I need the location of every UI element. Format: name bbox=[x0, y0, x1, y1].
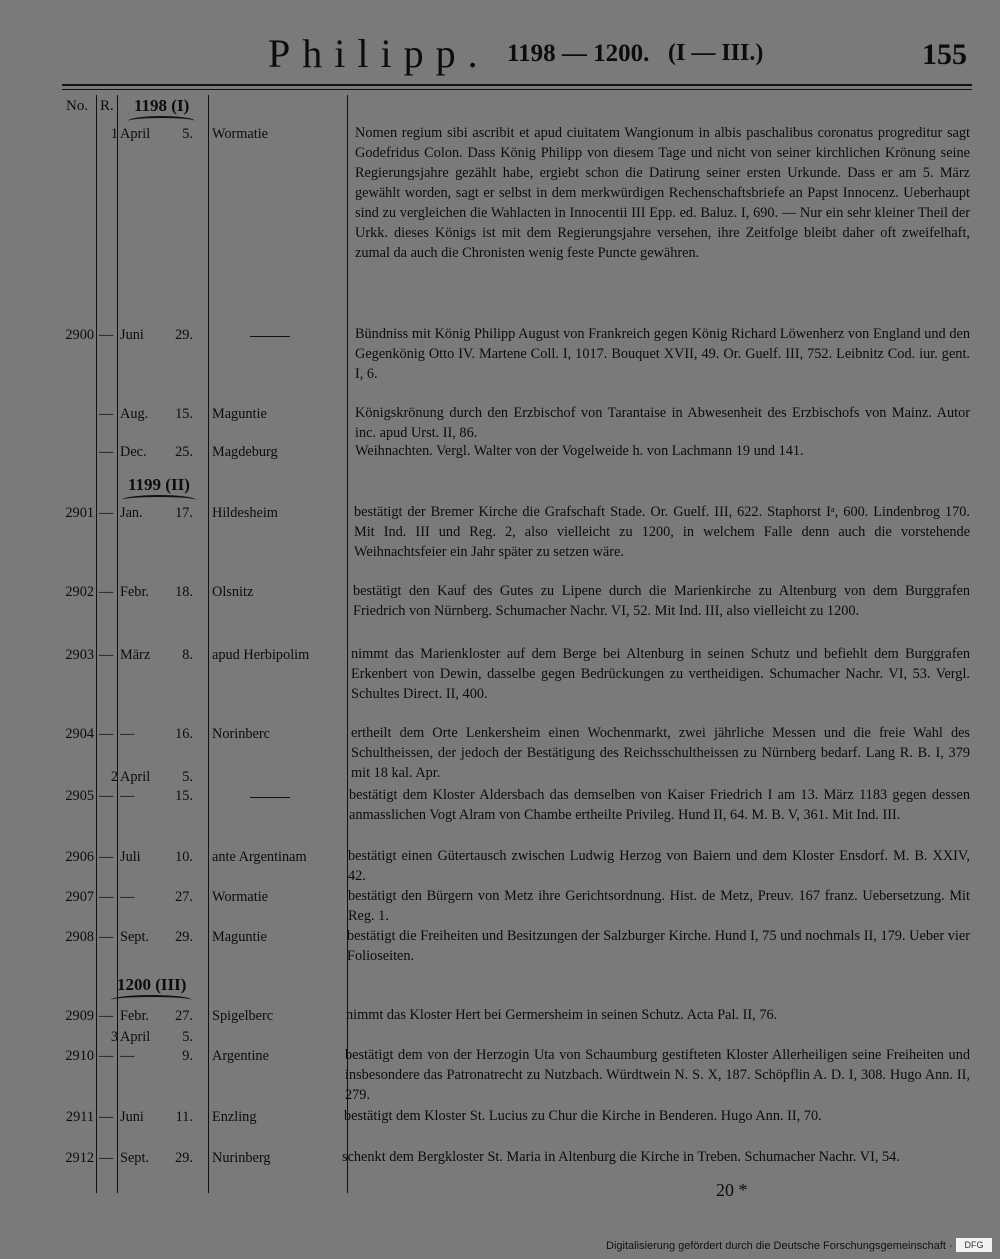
entry-number: 2901 bbox=[65, 505, 94, 521]
entry-text: schenkt dem Bergkloster St. Maria in Altenburg die Kirche in Treben. Schumacher Nachr. VI, 54. bbox=[342, 1149, 900, 1165]
regnal-year: — bbox=[99, 327, 114, 343]
entry-month: — bbox=[120, 889, 135, 905]
entry-month: — bbox=[120, 788, 135, 804]
entry-day: 16. bbox=[175, 726, 193, 742]
brace-decoration bbox=[111, 995, 192, 1005]
entry-number: 2910 bbox=[65, 1048, 94, 1064]
regnal-year: 1 bbox=[110, 126, 118, 142]
page-header bbox=[0, 20, 1000, 80]
column-header-r: R. bbox=[100, 98, 114, 114]
entry-month: — bbox=[120, 726, 135, 742]
entry-number: 2904 bbox=[65, 726, 94, 742]
entry-day: 8. bbox=[182, 647, 193, 663]
entry-text: bestätigt der Bremer Kirche die Grafschaft Stade. Or. Guelf. III, 622. Staphorst Iᵃ, 600. Lindenbrog 170. Mit Ind. III und Reg. 2, also vielleicht zu 1200, in welchem Falle denn auch die vorstehende Weihnachtsfeier ein Jahr später zu setzen wäre. bbox=[354, 504, 970, 560]
entry-number: 2902 bbox=[65, 584, 94, 600]
entry-month: Juli bbox=[120, 849, 141, 865]
entry-day: 27. bbox=[175, 889, 193, 905]
entry-text: Nomen regium sibi ascribit et apud ciuitatem Wangionum in albis paschalibus coronatus progreditur sagt Godefridus Colon. Dass König Philipp von diesem Tage und nicht von seiner kirchlichen Krönung seine Regierungsjahre gezählt habe, ergiebt schon die Datirung seiner ersten Urkunde. Dass er am 5. März gewählt worden, sagt er selbst in dem merkwürdigen Rechenschaftsbriefe an Papst Innocenz. Ueberhaupt sind zu vergleichen die Wahlacten in Innocentii III Epp. ed. Baluz. I, 690. — Nur ein sehr kleiner Theil der Urkk. dieses Königs ist mit dem Regierungsjahre versehen, ihre Zeitfolge bleibt daher oft zweifelhaft, zumal da auch die Chronisten wenig feste Puncte gewähren. bbox=[355, 125, 970, 261]
running-years: 1198 — 1200. bbox=[507, 40, 650, 67]
regnal-year: — bbox=[99, 584, 114, 600]
entry-day: 10. bbox=[175, 849, 193, 865]
entry-place: Maguntie bbox=[212, 929, 267, 945]
entry-text: nimmt das Marienkloster auf dem Berge bei Altenburg in seinen Schutz und befiehlt dem Burggrafen Erkenbert von Dewin, dasselbe gegen Bedrückungen zu vertheidigen. Schumacher Nachr. VI, 53. Vergl. Schultes Direct. II, 400. bbox=[351, 646, 970, 702]
column-divider-place bbox=[347, 95, 348, 1193]
digitization-note: Digitalisierung gefördert durch die Deutsche Forschungsgemeinschaft · bbox=[606, 1240, 953, 1252]
entry-day: 27. bbox=[175, 1008, 193, 1024]
entry-place: Olsnitz bbox=[212, 584, 254, 600]
entry-month: Jan. bbox=[120, 505, 143, 521]
regnal-year: — bbox=[99, 1109, 114, 1125]
entry-month: Febr. bbox=[120, 1008, 149, 1024]
entry-text: bestätigt die Freiheiten und Besitzungen der Salzburger Kirche. Hund I, 75 und nochmals II, 179. Ueber vier Folioseiten. bbox=[347, 928, 970, 964]
entry-place: Magdeburg bbox=[212, 444, 278, 460]
entry-day: 29. bbox=[175, 929, 193, 945]
entry-day: 9. bbox=[182, 1048, 193, 1064]
entry-number: 2906 bbox=[65, 849, 94, 865]
regnal-year: — bbox=[99, 406, 114, 422]
entry-month: — bbox=[120, 1048, 135, 1064]
entry-day: 29. bbox=[175, 327, 193, 343]
regnal-year: — bbox=[99, 444, 114, 460]
entry-month: Juni bbox=[120, 327, 144, 343]
entry-month: März bbox=[120, 647, 151, 663]
entry-month: April bbox=[120, 1029, 151, 1045]
page-number: 155 bbox=[922, 38, 967, 71]
entry-text: Weihnachten. Vergl. Walter von der Vogelweide h. von Lachmann 19 und 141. bbox=[355, 443, 804, 459]
entry-month: Sept. bbox=[120, 929, 149, 945]
entry-text: bestätigt den Bürgern von Metz ihre Gerichtsordnung. Hist. de Metz, Preuv. 167 franz. Uebersetzung. Mit Reg. 1. bbox=[348, 888, 970, 924]
regnal-year: — bbox=[99, 647, 114, 663]
year-heading-label: 1200 (III) bbox=[117, 975, 187, 994]
entry-month: Juni bbox=[120, 1109, 144, 1125]
entry-day: 29. bbox=[175, 1150, 193, 1166]
regnal-year: — bbox=[99, 849, 114, 865]
entry-text: Königskrönung durch den Erzbischof von Tarantaise in Abwesenheit des Erzbischofs von Mainz. Autor inc. apud Urst. II, 86. bbox=[355, 405, 970, 441]
entry-month: Febr. bbox=[120, 584, 149, 600]
entry-day: 15. bbox=[175, 788, 193, 804]
entry-text: bestätigt dem Kloster St. Lucius zu Chur die Kirche in Benderen. Hugo Ann. II, 70. bbox=[344, 1108, 822, 1124]
regnal-year: — bbox=[99, 889, 114, 905]
regnal-year: — bbox=[99, 929, 114, 945]
entry-day: 5. bbox=[182, 1029, 193, 1045]
entry-day: 5. bbox=[182, 126, 193, 142]
entry-number: 2912 bbox=[65, 1150, 94, 1166]
brace-decoration bbox=[122, 495, 196, 505]
entry-text: bestätigt dem Kloster Aldersbach das demselben von Kaiser Friedrich I am 13. März 1183 gegen dessen anmasslichen Vogt Alram von Chambe ertheilte Privileg. Hund II, 64. M. B. V, 361. Mit Ind. III. bbox=[349, 787, 970, 823]
column-divider-no bbox=[96, 95, 97, 1193]
regnal-year: — bbox=[99, 1008, 114, 1024]
year-heading-label: 1199 (II) bbox=[128, 475, 190, 494]
entry-number: 2911 bbox=[65, 1109, 94, 1125]
entry-month: Aug. bbox=[120, 406, 149, 422]
entry-day: 17. bbox=[175, 505, 193, 521]
running-title: Philipp. bbox=[268, 31, 490, 76]
header-rule-bottom bbox=[62, 89, 972, 90]
entry-text: Bündniss mit König Philipp August von Frankreich gegen König Richard Löwenherz von England und den Gegenkönig Otto IV. Martene Coll. I, 1017. Bouquet XVII, 49. Or. Guelf. III, 752. Leibnitz Cod. iur. gent. I, 6. bbox=[355, 326, 970, 382]
place-omitted-dash bbox=[250, 797, 290, 798]
year-heading bbox=[117, 975, 186, 995]
entry-place: Argentine bbox=[212, 1048, 269, 1064]
signature-mark: 20 * bbox=[716, 1180, 748, 1200]
entry-number: 2909 bbox=[65, 1008, 94, 1024]
dfg-logo: DFG bbox=[956, 1238, 992, 1252]
entry-place: Spigelberc bbox=[212, 1008, 274, 1024]
header-rule-top bbox=[62, 84, 972, 86]
year-heading bbox=[128, 475, 190, 495]
year-heading bbox=[134, 96, 189, 116]
entry-place: Maguntie bbox=[212, 406, 267, 422]
entry-text: nimmt das Kloster Hert bei Germersheim in seinen Schutz. Acta Pal. II, 76. bbox=[346, 1007, 778, 1023]
running-regnal-years: (I — III.) bbox=[668, 40, 764, 66]
entry-day: 18. bbox=[175, 584, 193, 600]
entry-text: bestätigt einen Gütertausch zwischen Ludwig Herzog von Baiern und dem Kloster Ensdorf. M. B. XXIV, 42. bbox=[348, 848, 970, 884]
entry-place: Hildesheim bbox=[212, 505, 278, 521]
year-heading-label: 1198 (I) bbox=[134, 96, 190, 115]
regnal-year: — bbox=[99, 1048, 114, 1064]
entry-day: 11. bbox=[175, 1109, 193, 1125]
entry-place: Enzling bbox=[212, 1109, 257, 1125]
entry-number: 2905 bbox=[65, 788, 94, 804]
entry-number: 2908 bbox=[65, 929, 94, 945]
entry-text: bestätigt dem von der Herzogin Uta von Schaumburg gestifteten Kloster Allerheiligen seine Freiheiten und insbesondere das Patronatrecht zu Nutzbach. Würdtwein N. S. X, 187. Schöpflin A. D. I, 308. Hugo Ann. II, 279. bbox=[345, 1047, 970, 1103]
regnal-year: 2 bbox=[110, 769, 118, 785]
regnal-year: — bbox=[99, 505, 114, 521]
entry-number: 2903 bbox=[65, 647, 94, 663]
column-divider-date bbox=[208, 95, 209, 1193]
entry-place: apud Herbipolim bbox=[212, 647, 310, 663]
regnal-year: 3 bbox=[110, 1029, 118, 1045]
entry-text: bestätigt den Kauf des Gutes zu Lipene durch die Marienkirche zu Altenburg von dem Burggrafen Friedrich von Nürnberg. Schumacher Nachr. VI, 52. Mit Ind. III, also vielleicht zu 1200. bbox=[353, 583, 970, 619]
entry-month: Sept. bbox=[120, 1150, 149, 1166]
entry-number: 2900 bbox=[65, 327, 94, 343]
entry-place: Nurinberg bbox=[212, 1150, 271, 1166]
entry-place: Norinberc bbox=[212, 726, 270, 742]
entry-place: Wormatie bbox=[212, 889, 269, 905]
entry-day: 5. bbox=[182, 769, 193, 785]
entry-month: Dec. bbox=[120, 444, 147, 460]
regnal-year: — bbox=[99, 788, 114, 804]
entry-day: 15. bbox=[175, 406, 193, 422]
entry-month: April bbox=[120, 769, 151, 785]
place-omitted-dash bbox=[250, 336, 290, 337]
column-header-no: No. bbox=[66, 98, 89, 114]
regnal-year: — bbox=[99, 1150, 114, 1166]
entry-month: April bbox=[120, 126, 151, 142]
entry-place: ante Argentinam bbox=[212, 849, 307, 865]
brace-decoration bbox=[128, 116, 195, 126]
entry-number: 2907 bbox=[65, 889, 94, 905]
regnal-year: — bbox=[99, 726, 114, 742]
entry-text: ertheilt dem Orte Lenkersheim einen Wochenmarkt, zwei jährliche Messen und die freie Wahl des Schultheissen, der jedoch der Bestätigung des Reichsschultheissen zu Nürnberg bedarf. Lang R. B. I, 379 mit 18 kal. Apr. bbox=[351, 725, 970, 781]
entry-place: Wormatie bbox=[212, 126, 269, 142]
entry-day: 25. bbox=[175, 444, 193, 460]
